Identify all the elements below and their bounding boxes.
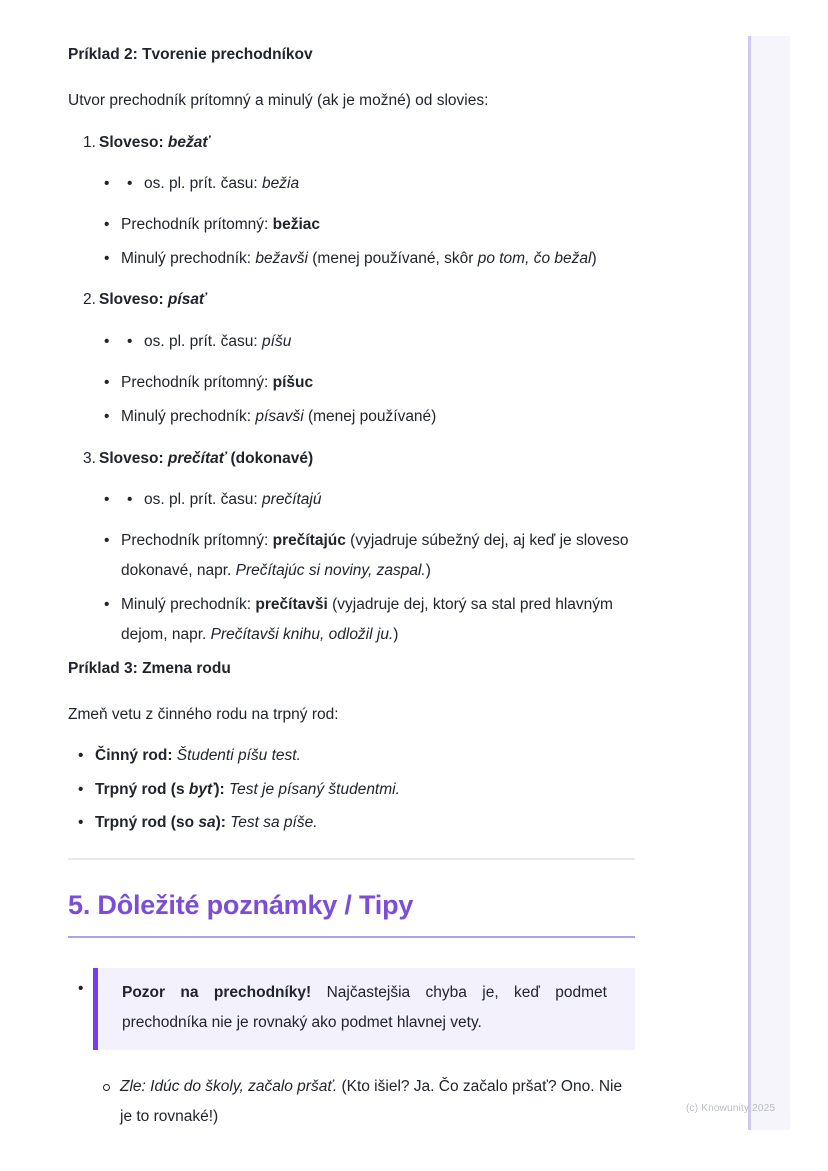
item-label-italic: byť bbox=[188, 781, 215, 798]
item-value: Test sa píše. bbox=[225, 814, 318, 831]
form-value: bežia bbox=[262, 175, 300, 192]
past-note-close: ) bbox=[591, 250, 597, 267]
past-text bbox=[121, 590, 635, 650]
list-number: 2. bbox=[83, 291, 96, 308]
present-value: píšuc bbox=[272, 374, 314, 391]
bullet-marker bbox=[78, 968, 93, 1050]
list-item-verb-2 bbox=[68, 285, 635, 315]
verb-1-present-line bbox=[68, 210, 635, 240]
bullet-marker bbox=[127, 485, 144, 515]
item-label: Činný rod: bbox=[95, 747, 173, 764]
form-value: prečítajú bbox=[262, 491, 322, 508]
bullet-marker bbox=[104, 485, 127, 515]
present-note-close: ) bbox=[425, 562, 431, 579]
present-label: Prechodník prítomný: bbox=[121, 532, 273, 549]
verb-word: bežať bbox=[167, 134, 210, 151]
past-note-italic: po tom, čo bežal bbox=[477, 250, 592, 267]
present-text bbox=[121, 526, 635, 586]
item-text bbox=[95, 741, 635, 771]
verb-label: Sloveso: bbox=[99, 450, 168, 467]
item-text bbox=[95, 808, 635, 838]
past-note: (vyjadruje dej, ktorý sa stal pred hlavným dejom, napr. bbox=[121, 596, 613, 643]
form-text bbox=[144, 169, 635, 199]
example3-intro: Zmeň vetu z činného rodu na trpný rod: bbox=[68, 706, 339, 723]
example3-item-3 bbox=[68, 808, 635, 838]
bullet-marker bbox=[127, 327, 144, 357]
bullet-marker bbox=[104, 368, 121, 398]
list-item-verb-1 bbox=[68, 128, 635, 158]
present-label: Prechodník prítomný: bbox=[121, 374, 273, 391]
past-text bbox=[121, 244, 635, 274]
verb-1-title bbox=[99, 128, 635, 158]
example3-item-1 bbox=[68, 741, 635, 771]
present-note-italic: Prečítajúc si noviny, zaspal. bbox=[235, 562, 426, 579]
callout-list-item bbox=[68, 968, 635, 1050]
past-label: Minulý prechodník: bbox=[121, 596, 256, 613]
verb-1-past-line bbox=[68, 244, 635, 274]
warning-callout bbox=[93, 968, 635, 1050]
wrong-example-note: (Kto išiel? Ja. Čo začalo pršať? Ono. Nie je to rovnaké!) bbox=[120, 1078, 623, 1125]
wrong-example-text bbox=[120, 1072, 635, 1132]
callout-text: Najčastejšia chyba je, keď podmet prechodníka nie je rovnaký ako podmet hlavnej vety. bbox=[122, 984, 607, 1031]
bullet-marker bbox=[78, 775, 95, 805]
bullet-marker bbox=[104, 526, 121, 586]
bullet-marker bbox=[104, 244, 121, 274]
past-value: prečítavši bbox=[255, 596, 328, 613]
verb-2-past-line bbox=[68, 402, 635, 432]
past-text bbox=[121, 402, 635, 432]
circle-marker bbox=[103, 1072, 120, 1132]
copyright-notice: (c) Knowunity 2025 bbox=[686, 1103, 776, 1114]
right-margin-decoration bbox=[748, 36, 790, 1130]
past-value: bežavši bbox=[255, 250, 308, 267]
item-text bbox=[95, 775, 635, 805]
item-label: Trpný rod (s bbox=[95, 781, 189, 798]
list-number: 1. bbox=[83, 134, 96, 151]
present-note: (vyjadruje súbežný dej, aj keď je sloveso dokonavé, napr. bbox=[121, 532, 629, 579]
section-divider bbox=[68, 858, 635, 860]
bullet-marker bbox=[104, 169, 127, 199]
item-label-close: ): bbox=[215, 814, 226, 831]
bullet-marker bbox=[104, 210, 121, 240]
verb-label: Sloveso: bbox=[99, 291, 168, 308]
item-value: Študenti píšu test. bbox=[172, 747, 301, 764]
present-text bbox=[121, 368, 635, 398]
past-note: (menej používané) bbox=[303, 408, 437, 425]
form-label: os. pl. prít. času: bbox=[144, 333, 263, 350]
present-text bbox=[121, 210, 635, 240]
present-value: prečítajúc bbox=[272, 532, 346, 549]
bullet-marker bbox=[104, 402, 121, 432]
list-number: 3. bbox=[83, 450, 96, 467]
verb-2-title bbox=[99, 285, 635, 315]
example2-title: Príklad 2: Tvorenie prechodníkov bbox=[68, 46, 313, 63]
verb-3-present-line bbox=[68, 526, 635, 586]
verb-label: Sloveso: bbox=[99, 134, 168, 151]
present-label: Prechodník prítomný: bbox=[121, 216, 273, 233]
callout-bold-text: Pozor na prechodníky! bbox=[122, 984, 312, 1001]
bullet-marker bbox=[127, 169, 144, 199]
verb-3-past-line bbox=[68, 590, 635, 650]
section5-heading: 5. Dôležité poznámky / Tipy bbox=[68, 888, 635, 938]
past-label: Minulý prechodník: bbox=[121, 408, 256, 425]
wrong-example-item bbox=[68, 1072, 635, 1132]
bullet-marker bbox=[104, 327, 127, 357]
form-label: os. pl. prít. času: bbox=[144, 491, 263, 508]
example3-item-2 bbox=[68, 775, 635, 805]
past-note-close: ) bbox=[393, 626, 399, 643]
item-label-close: ): bbox=[214, 781, 225, 798]
verb-3-title bbox=[99, 444, 635, 474]
past-value: písavši bbox=[255, 408, 304, 425]
form-value: píšu bbox=[262, 333, 292, 350]
verb-3-form-line bbox=[68, 485, 635, 515]
example3-title: Príklad 3: Zmena rodu bbox=[68, 660, 231, 677]
bullet-marker bbox=[78, 741, 95, 771]
list-item-verb-3 bbox=[68, 444, 635, 474]
past-note-italic: Prečítavši knihu, odložil ju. bbox=[210, 626, 394, 643]
verb-word: prečítať bbox=[167, 450, 227, 467]
item-value: Test je písaný študentmi. bbox=[224, 781, 400, 798]
document-content bbox=[68, 40, 635, 1132]
bullet-marker bbox=[104, 590, 121, 650]
form-text bbox=[144, 485, 635, 515]
verb-2-present-line bbox=[68, 368, 635, 398]
form-label: os. pl. prít. času: bbox=[144, 175, 263, 192]
verb-1-form-line bbox=[68, 169, 635, 199]
verb-2-form-line bbox=[68, 327, 635, 357]
example2-intro: Utvor prechodník prítomný a minulý (ak je možné) od slovies: bbox=[68, 92, 489, 109]
past-label: Minulý prechodník: bbox=[121, 250, 256, 267]
form-text bbox=[144, 327, 635, 357]
wrong-example-italic: Zle: Idúc do školy, začalo pršať. bbox=[120, 1078, 338, 1095]
item-label: Trpný rod (so bbox=[95, 814, 199, 831]
verb-suffix: (dokonavé) bbox=[226, 450, 314, 467]
item-label-italic: sa bbox=[198, 814, 216, 831]
past-note: (menej používané, skôr bbox=[307, 250, 478, 267]
verb-word: písať bbox=[167, 291, 207, 308]
present-value: bežiac bbox=[272, 216, 321, 233]
bullet-marker bbox=[78, 808, 95, 838]
